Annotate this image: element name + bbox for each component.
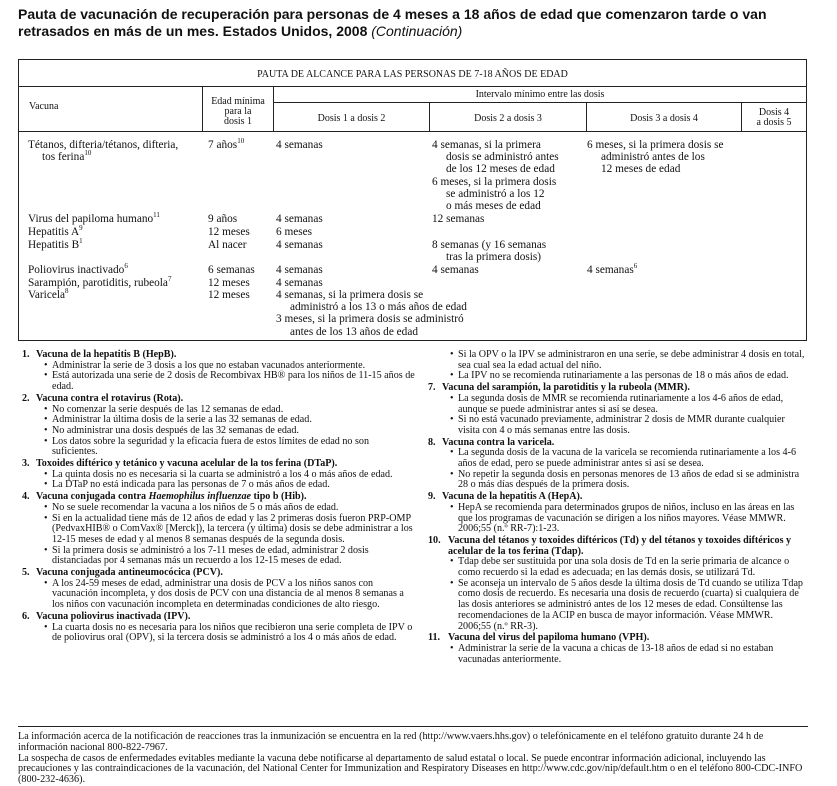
- interval-text: 3 meses, si la primera dosis se administró: [276, 313, 464, 326]
- footnote-ref: 8: [65, 287, 69, 296]
- interval-text: dosis se administró antes: [446, 151, 559, 164]
- note-number: 6.: [22, 610, 30, 622]
- min-age: 7 años: [208, 139, 238, 151]
- note-item: • La segunda dosis de la vacuna de la varicela se recomienda rutinariamente a los 4-6 años de edad, pero se puede administrar antes si así se desea.: [450, 448, 808, 469]
- note-4: [22, 492, 417, 567]
- row-var-d12: [276, 289, 467, 338]
- row-hepb-name: [28, 239, 83, 251]
- note-item: • Administrar la última dosis de la serie a las 32 semanas de edad.: [44, 415, 417, 426]
- note-item: • Se aconseja un intervalo de 5 años desde la última dosis de Td cuando se utiliza Tdap como dosis de recuerdo. Es necesaria una dosis de recuerdo (cuarta) si cualquiera de las dosis anteriores se administró antes de los 12 meses de edad. Consúltense las recomendaciones de la ACIP en busca de mayor información. Véase MMWR. 2006;55 (n.º RR-3).: [450, 579, 808, 633]
- note-heading: Vacuna del sarampión, la parotiditis y la rubeola (MMR).: [442, 382, 690, 394]
- note-11: [428, 633, 808, 665]
- interval-text: 4 semanas, si la primera dosis se: [276, 289, 424, 301]
- note-heading: Vacuna del virus del papiloma humano (VPH).: [448, 632, 650, 644]
- footer-text-vaers: La información acerca de la notificación de reacciones tras la inmunización se encuentra en la red (http://www.vaers.hhs.gov) o telefónicamente en el teléfono gratuito durante 24 h de información nacional 800-822-7967.: [18, 731, 764, 753]
- row-hpv-age: 9 años: [208, 213, 238, 225]
- row-ipv-age: 6 semanas: [208, 264, 255, 276]
- row-var-name: [28, 289, 69, 301]
- interval-text: 12 meses de edad: [601, 163, 681, 176]
- row-tdap-name: [28, 139, 178, 163]
- vaccine-name: Virus del papiloma humano: [28, 213, 154, 225]
- notes-left-column: [22, 350, 417, 645]
- note-number: 2.: [22, 392, 30, 404]
- row-hepb-age: Al nacer: [208, 239, 247, 251]
- vaccine-name-text: tos ferina: [42, 151, 85, 164]
- row-hepa-d12: 6 meses: [276, 226, 313, 238]
- note-number: 4.: [22, 491, 30, 503]
- col-header-vaccine: Vacuna: [29, 101, 59, 112]
- note-heading: Vacuna poliovirus inactivada (IPV).: [36, 610, 191, 622]
- note-number: 5.: [22, 567, 30, 579]
- row-hepb-d12: 4 semanas: [276, 239, 323, 251]
- note-item: • Si no está vacunado previamente, administrar 2 dosis de MMR durante cualquier visita con 4 o más semanas entre las dosis.: [450, 415, 808, 436]
- row-tdap-d34: [587, 139, 723, 176]
- note-item: • La segunda dosis de MMR se recomienda rutinariamente a los 4-6 años de edad, aunque se puede administrar antes si así se desea.: [450, 394, 808, 415]
- note-item: • La quinta dosis no es necesaria si la cuarta se administró a los 4 o más años de edad.: [44, 470, 417, 481]
- row-ipv-name: [28, 264, 128, 276]
- footer-text-cdc: La sospecha de casos de enfermedades evitables mediante la vacuna debe notificarse al departamento de salud estatal o local. Se puede encontrar información adicional, incluyendo las precauciones y las contraindicaciones de la vacunación, del National Center for Immunization and Respiratory Diseases en http://www.cdc.gov/nip/default.htm o en el teléfono 800-CDC-INFO (800-232-4636).: [18, 752, 803, 786]
- note-item: • No se suele recomendar la vacuna a los niños de 5 o más años de edad.: [44, 503, 417, 514]
- interval-text: administró a los 13 o más años de edad: [290, 301, 467, 314]
- row-tdap-d23: [432, 139, 559, 212]
- row-tdap-d12: 4 semanas: [276, 139, 323, 151]
- note-6: [22, 612, 417, 644]
- interval-text: administró antes de los: [601, 151, 705, 164]
- note-item: • Administrar la serie de 3 dosis a los que no estaban vacunados anteriormente.: [44, 361, 417, 372]
- footnote-ref: 6: [124, 262, 128, 271]
- note-item: • A los 24-59 meses de edad, administrar una dosis de PCV a los niños sanos con vacunación incompleta, y dos dosis de PCV con una distancia de al menos 8 semanas a los niños con vacunación incompleta en determinadas condiciones de alto riesgo.: [44, 579, 417, 611]
- row-hepb-d23: [432, 239, 546, 263]
- row-mmr-name: [28, 277, 171, 289]
- note-number: 11.: [428, 632, 441, 644]
- note-heading: Toxoides diftérico y tetánico y vacuna acelular de la tos ferina (DTaP).: [36, 458, 338, 470]
- row-hpv-d23: 12 semanas: [432, 213, 485, 225]
- row-mmr-age: 12 meses: [208, 277, 250, 289]
- footer: [18, 732, 810, 786]
- note-heading-italic: Haemophilus influenzae: [148, 491, 251, 503]
- footnote-ref: 11: [153, 211, 160, 220]
- interval-text: se administró a los 12: [446, 187, 545, 200]
- vaccine-name: Sarampión, parotiditis, rubeola: [28, 277, 168, 289]
- interval-text: 4 semanas, si la primera: [432, 139, 541, 151]
- col-header-min-age-3: dosis 1: [223, 116, 253, 127]
- note-7: [428, 383, 808, 437]
- vaccine-name: Tétanos, difteria/tétanos, difteria,: [28, 139, 179, 151]
- note-number: 7.: [428, 382, 436, 394]
- interval-text: 6 meses, si la primera dosis: [432, 175, 557, 188]
- note-item: • No administrar una dosis después de las 32 semanas de edad.: [44, 426, 417, 437]
- row-hepa-name: [28, 226, 83, 238]
- note-2: [22, 394, 417, 458]
- note-9: [428, 492, 808, 535]
- interval-text: 8 semanas (y 16 semanas: [432, 239, 547, 251]
- row-hpv-d12: 4 semanas: [276, 213, 323, 225]
- note-item: • No comenzar la serie después de las 12 semanas de edad.: [44, 405, 417, 416]
- row-hepa-age: 12 meses: [208, 226, 250, 238]
- note-item: • Administrar la serie de la vacuna a chicas de 13-18 años de edad si no estaban vacunadas anteriormente.: [450, 644, 808, 665]
- footnote-ref: 9: [79, 224, 83, 233]
- interval-text: 4 semanas: [587, 264, 634, 276]
- note-5: [22, 568, 417, 611]
- interval-text: antes de los 13 años de edad: [290, 325, 418, 338]
- table-divider: [19, 86, 806, 87]
- col-header-dose4-5-1: Dosis 4: [758, 107, 790, 118]
- note-heading: Vacuna de la hepatitis A (HepA).: [442, 491, 583, 503]
- note-item: • La IPV no se recomienda rutinariamente a las personas de 18 o más años de edad.: [450, 371, 808, 382]
- footnote-ref: 1: [79, 237, 83, 246]
- note-item: • Los datos sobre la seguridad y la eficacia fuera de estos límites de edad no son suficientes.: [44, 437, 417, 458]
- vaccine-name: Poliovirus inactivado: [28, 264, 125, 276]
- note-8: [428, 438, 808, 492]
- note-heading-part: Vacuna conjugada contra: [36, 491, 149, 503]
- note-number: 8.: [428, 436, 436, 448]
- note-item: • La DTaP no está indicada para las personas de 7 o más años de edad.: [44, 480, 417, 491]
- table-divider: [19, 131, 806, 132]
- note-heading: Vacuna contra el rotavirus (Rota).: [36, 392, 184, 404]
- row-tdap-age: [208, 139, 244, 151]
- interval-text: o más meses de edad: [446, 200, 541, 213]
- title-text: Pauta de vacunación de recuperación para personas de 4 meses a 18 años de edad que comenzaron tarde o van retrasados en más de un mes. Estados Unidos, 2008: [18, 6, 767, 39]
- note-heading-part: tipo b (Hib).: [251, 491, 307, 503]
- page-title: [18, 6, 818, 40]
- note-number: 9.: [428, 491, 436, 503]
- interval-text: de los 12 meses de edad: [446, 163, 555, 176]
- table-banner: PAUTA DE ALCANCE PARA LAS PERSONAS DE 7-18 AÑOS DE EDAD: [257, 69, 568, 80]
- interval-text: tras la primera dosis): [446, 251, 542, 264]
- note-10: [428, 536, 808, 632]
- note-number: 1.: [22, 349, 30, 360]
- col-header-dose4-5-2: a dosis 5: [756, 117, 792, 128]
- col-header-min-age-2: para la: [224, 106, 252, 117]
- note-item: • Si la OPV o la IPV se administraron en una serie, se debe administrar 4 dosis en total, sea cual sea la edad actual del niño.: [450, 350, 808, 371]
- col-header-dose2-3: Dosis 2 a dosis 3: [474, 113, 542, 124]
- note-number: 10.: [428, 534, 441, 546]
- row-mmr-d12: 4 semanas: [276, 277, 323, 289]
- note-heading: Vacuna del tétanos y toxoides diftéricos (Td) y del tétanos y toxoides diftéricos y acelular de la tos ferina (Tdap).: [448, 534, 792, 557]
- note-item: • No repetir la segunda dosis en personas menores de 13 años de edad si se administra 28 o más días después de la primera dosis.: [450, 470, 808, 491]
- vaccine-name: Hepatitis B: [28, 239, 80, 251]
- note-heading: Vacuna de la hepatitis B (HepB).: [36, 349, 177, 360]
- col-header-min-age-1: Edad mínima: [211, 96, 265, 107]
- interval-text: 6 meses, si la primera dosis se: [587, 139, 724, 151]
- footnote-ref: 10: [237, 137, 245, 146]
- note-item: • HepA se recomienda para determinados grupos de niños, incluso en las áreas en las que los programas de vacunación se dirigen a los niños mayores. Véase MMWR. 2006;55 (n.º RR-7):1-23.: [450, 503, 808, 535]
- row-ipv-d34: [587, 264, 637, 276]
- note-item: • Tdap debe ser sustituida por una sola dosis de Td en la serie primaria de alcance o como recuerdo si la edad es adecuada; en las demás dosis, se utilizará Td.: [450, 557, 808, 578]
- col-header-interval: Intervalo mínimo entre las dosis: [475, 89, 605, 100]
- vaccine-name: Hepatitis A: [28, 226, 80, 238]
- row-ipv-d23: 4 semanas: [432, 264, 479, 276]
- footnote-ref: 7: [167, 275, 172, 284]
- note-item: • La cuarta dosis no es necesaria para los niños que recibieron una serie completa de IPV o de poliovirus oral (OPV), si la tercera dosis se administró a los 4 o más años de edad.: [44, 623, 417, 644]
- table-divider: [273, 102, 806, 103]
- note-number: 3.: [22, 458, 30, 470]
- note-item: • Si en la actualidad tiene más de 12 años de edad y las 2 primeras dosis fueron PRP-OMP (PedvaxHIB® o ComVax® [Merck]), la tercera (y última) dosis se debe administrar a los 12-15 meses de edad y al menos 8 semanas después de la segunda dosis.: [44, 514, 417, 546]
- col-header-dose3-4: Dosis 3 a dosis 4: [630, 113, 698, 124]
- row-var-age: 12 meses: [208, 289, 250, 301]
- footnote-ref: 10: [84, 149, 92, 158]
- note-6-continued: [428, 350, 808, 382]
- note-heading: Vacuna conjugada antineumocócica (PCV).: [36, 567, 223, 579]
- vaccine-name: Varicela: [28, 289, 66, 301]
- footnote-ref: 6: [633, 262, 638, 271]
- note-3: [22, 459, 417, 491]
- note-heading: Vacuna contra la varicela.: [442, 436, 555, 448]
- row-ipv-d12: 4 semanas: [276, 264, 323, 276]
- notes-right-column: [428, 350, 808, 666]
- footer-divider: [18, 726, 808, 727]
- vaccine-name-cont: [28, 151, 178, 163]
- note-item: • Está autorizada una serie de 2 dosis de Recombivax HB® para los niños de 11-15 años de edad.: [44, 371, 417, 392]
- note-1: [22, 350, 417, 393]
- note-item: • Si la primera dosis se administró a los 7-11 meses de edad, administrar 2 dosis distanciadas por 4 semanas más un recuerdo a los 12-15 meses de edad.: [44, 546, 417, 567]
- col-header-dose1-2: Dosis 1 a dosis 2: [317, 113, 386, 124]
- title-continuation: (Continuación): [371, 23, 463, 39]
- row-hpv-name: [28, 213, 160, 225]
